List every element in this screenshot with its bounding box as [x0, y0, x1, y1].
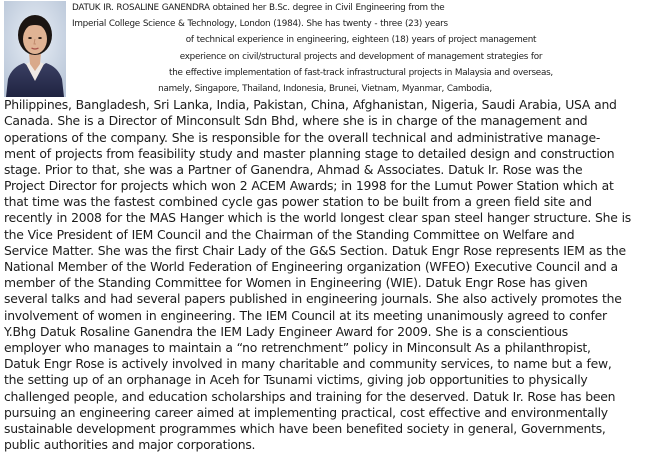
bio-line: the Vice President of IEM Council and the Chairman of the Standing Committee on Welfare and [4, 226, 575, 242]
bio-line: member of the Standing Committee for Women in Engineering (WIE). Datuk Engr Rose has given [4, 275, 588, 291]
bio-line: National Member of the World Federation of Engineering organization (WFEO) Executive Council and a [4, 259, 618, 274]
bio-line: public authorities and major corporations. [4, 437, 256, 453]
bio-line: several talks and had several papers published in engineering journals. She also actively promotes the [4, 291, 622, 307]
bio-line: pursuing an engineering career aimed at implementing practical, cost effective and environmentally [4, 404, 608, 420]
bio-line: the setting up of an orphanage in Aceh for Tsunami victims, giving job opportunities to physically [4, 372, 588, 388]
bio-line: Service Matter. She was the first Chair Lady of the G&S Section. Datuk Engr Rose represents IEM as the [4, 242, 626, 258]
bio-line: the effective implementation of fast-track infrastructural projects in Malaysia and overseas, [169, 67, 553, 78]
bio-line: Y.Bhg Datuk Rosaline Ganendra the IEM Lady Engineer Award for 2009. She is a conscientious [4, 323, 568, 339]
bio-line: Imperial College Science & Technology, London (1984). She has twenty - three (23) years [72, 19, 448, 30]
bio-line: that time was the fastest combined cycle gas power station to be built from a green field site and [4, 194, 592, 210]
bio-line: operations of the company. She is responsible for the overall technical and administrative manage- [4, 129, 601, 145]
bio-line: Philippines, Bangladesh, Sri Lanka, India, Pakistan, China, Afghanistan, Nigeria, Saudi Arabia, USA and [4, 97, 617, 113]
bio-line: of technical experience in engineering, eighteen (18) years of project management [185, 35, 537, 46]
bio-line: sustainable development programmes which have been benefited society in general, Governments, [4, 420, 606, 436]
bio-line: DATUK IR. ROSALINE GANENDRA obtained her B.Sc. degree in Civil Engineering from the [72, 3, 445, 13]
bio-line: Project Director for projects which won 2 ACEM Awards; in 1998 for the Lumut Power Station which at [4, 178, 614, 194]
bio-line: namely, Singapore, Thailand, Indonesia, Brunei, Vietnam, Myanmar, Cambodia, [158, 83, 492, 94]
bio-line: experience on civil/structural projects and development of management strategies for [179, 51, 543, 62]
bio-line: challenged people, and education scholarships and training for the deserved. Datuk Ir. Rose has been [4, 388, 616, 404]
bio-line: Canada. She is a Director of Minconsult Sdn Bhd, where she is in charge of the management and [4, 113, 588, 129]
bio-line: ment of projects from feasibility study and master planning stage to detailed design and construction [4, 145, 615, 161]
bio-line: Datuk Engr Rose is actively involved in many charitable and community services, to name but a few, [4, 356, 612, 372]
bio-line: recently in 2008 for the MAS Hanger which is the world longest clear span steel hanger structure. She is [4, 210, 631, 226]
bio-line: stage. Prior to that, she was a Partner of Ganendra, Ahmad & Associates. Datuk Ir. Rose was the [4, 161, 583, 177]
bio-line: employer who manages to maintain a “no retrenchment” policy in Minconsult As a philanthropist, [4, 339, 591, 355]
bio-line: involvement of women in engineering. The IEM Council at its meeting unanimously agreed to confer [4, 307, 607, 323]
